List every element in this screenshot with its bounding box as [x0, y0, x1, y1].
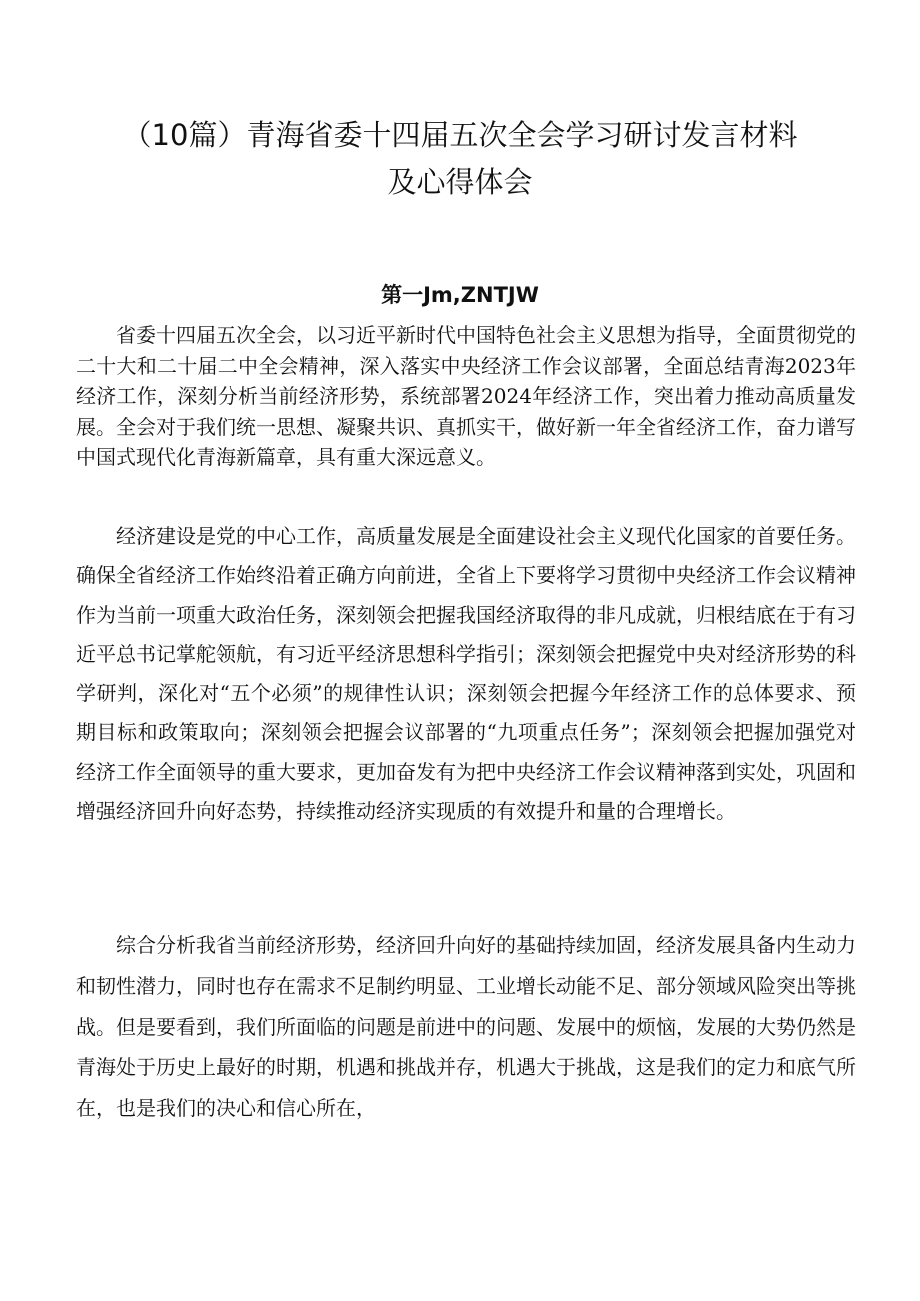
paragraph-1: 省委十四届五次全会，以习近平新时代中国特色社会主义思想为指导，全面贯彻党的二十大和二十届二中全会精神，深入落实中央经济工作会议部署，全面总结青海2023年经济工作，深刻分析当前经济形势，系统部署2024年经济工作，突出着力推动高质量发展。全会对于我们统一思想、凝聚共识、真抓实干，做好新一年全省经济工作，奋力谱写中国式现代化青海新篇章，具有重大深远意义。: [76, 323, 856, 469]
title-line-2: 及心得体会: [387, 165, 533, 199]
paragraph-3: 综合分析我省当前经济形势，经济回升向好的基础持续加固，经济发展具备内生动力和韧性潜力，同时也存在需求不足制约明显、工业增长动能不足、部分领域风险突出等挑战。但是要看到，我们所面临的问题是前进中的问题、发展中的烦恼，发展的大势仍然是青海处于历史上最好的时期，机遇和挑战并存，机遇大于挑战，这是我们的定力和底气所在，也是我们的决心和信心所在，: [76, 933, 856, 1121]
document-title: [60, 112, 860, 206]
section-heading: 第一Jm,ZNTJW: [381, 283, 539, 307]
paragraph-2: 经济建设是党的中心工作，高质量发展是全面建设社会主义现代化国家的首要任务。确保全省经济工作始终沿着正确方向前进，全省上下要将学习贯彻中央经济工作会议精神作为当前一项重大政治任务，深刻领会把握我国经济取得的非凡成就，归根结底在于有习近平总书记掌舵领航，有习近平经济思想科学指引；深刻领会把握党中央对经济形势的科学研判，深化对“五个必须”的规律性认识；深刻领会把握今年经济工作的总体要求、预期目标和政策取向；深刻领会把握会议部署的“九项重点任务”；深刻领会把握加强党对经济工作全面领导的重大要求，更加奋发有为把中央经济工作会议精神落到实处，巩固和增强经济回升向好态势，持续推动经济实现质的有效提升和量的合理增长。: [76, 524, 856, 824]
title-line-1: （10篇）青海省委十四届五次全会学习研讨发言材料: [122, 118, 798, 152]
